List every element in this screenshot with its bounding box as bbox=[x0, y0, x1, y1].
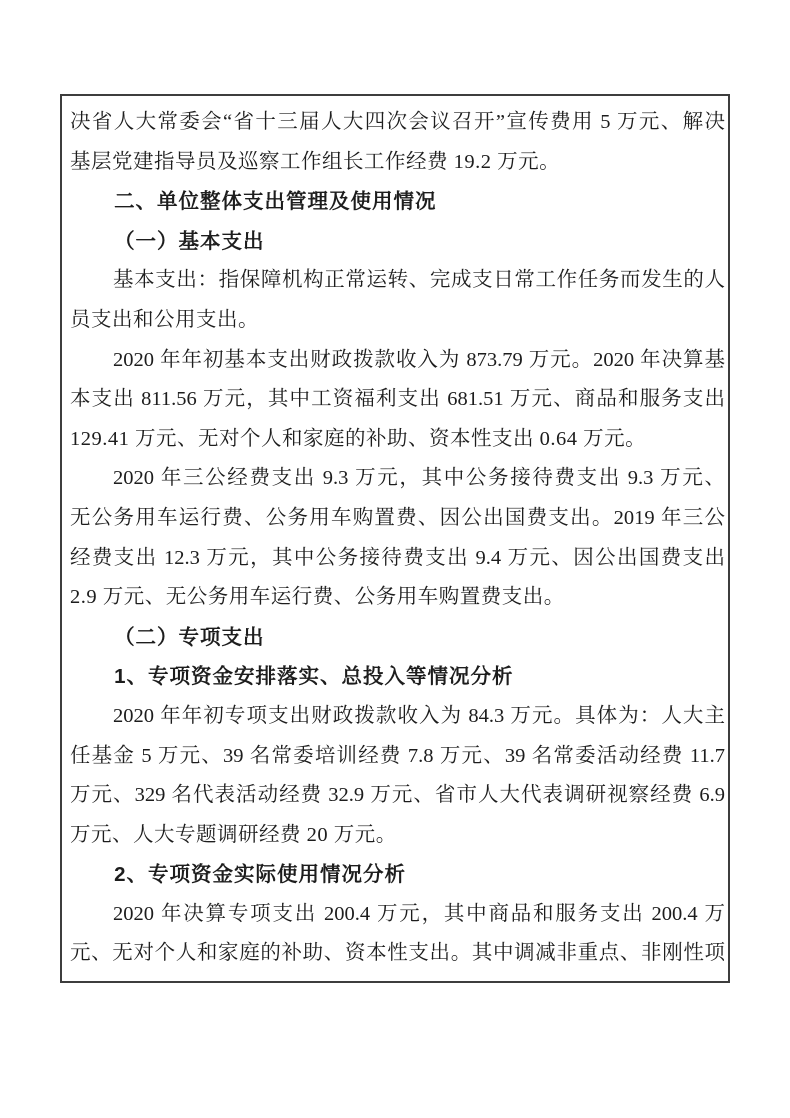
para-special-actual-line-1: 2020 年决算专项支出 200.4 万元，其中商品和服务支出 200.4 万 bbox=[113, 902, 725, 925]
para-special-budget-line-4: 万元、人大专题调研经费 20 万元。 bbox=[70, 823, 397, 846]
para-three-public-funds-line-3: 经费支出 12.3 万元，其中公务接待费支出 9.4 万元、因公出国费支出 bbox=[70, 546, 725, 569]
para-special-budget-line-3: 万元、329 名代表活动经费 32.9 万元、省市人大代表调研视察经费 6.9 bbox=[70, 784, 725, 807]
heading-special-usage-analysis: 2、专项资金实际使用情况分析 bbox=[114, 863, 406, 887]
para-special-budget-line-2: 任基金 5 万元、39 名常委培训经费 7.8 万元、39 名常委活动经费 11.7 bbox=[70, 744, 725, 767]
para-special-budget-line-1: 2020 年年初专项支出财政拨款收入为 84.3 万元。具体为：人大主 bbox=[113, 704, 725, 727]
document-border-frame bbox=[60, 94, 730, 983]
para-special-actual-line-2: 元、无对个人和家庭的补助、资本性支出。其中调减非重点、非刚性项 bbox=[70, 942, 725, 965]
para-basic-figures-line-2: 本支出 811.56 万元，其中工资福利支出 681.51 万元、商品和服务支出 bbox=[70, 388, 725, 411]
heading-special-arrangement-analysis: 1、专项资金安排落实、总投入等情况分析 bbox=[114, 665, 514, 689]
para-basic-definition-line-2: 员支出和公用支出。 bbox=[70, 308, 259, 331]
para-three-public-funds-line-4: 2.9 万元、无公务用车运行费、公务用车购置费支出。 bbox=[70, 586, 565, 609]
para-basic-figures-line-1: 2020 年年初基本支出财政拨款收入为 873.79 万元。2020 年决算基 bbox=[113, 348, 725, 371]
heading-special-expenditure: （二）专项支出 bbox=[114, 625, 265, 649]
heading-basic-expenditure: （一）基本支出 bbox=[114, 229, 265, 253]
document-text bbox=[70, 103, 725, 974]
para-basic-figures-line-3: 129.41 万元、无对个人和家庭的补助、资本性支出 0.64 万元。 bbox=[70, 427, 647, 450]
para-three-public-funds-line-1: 2020 年三公经费支出 9.3 万元，其中公务接待费支出 9.3 万元、 bbox=[113, 467, 725, 490]
para-carryover-line-1: 决省人大常委会“省十三届人大四次会议召开”宣传费用 5 万元、解决 bbox=[70, 111, 725, 133]
para-basic-definition-line-1: 基本支出：指保障机构正常运转、完成支日常工作任务而发生的人 bbox=[113, 269, 725, 292]
para-three-public-funds-line-2: 无公务用车运行费、公务用车购置费、因公出国费支出。2019 年三公 bbox=[70, 506, 725, 529]
heading-section-two: 二、单位整体支出管理及使用情况 bbox=[114, 190, 437, 214]
para-carryover-line-2: 基层党建指导员及巡察工作组长工作经费 19.2 万元。 bbox=[70, 150, 561, 173]
